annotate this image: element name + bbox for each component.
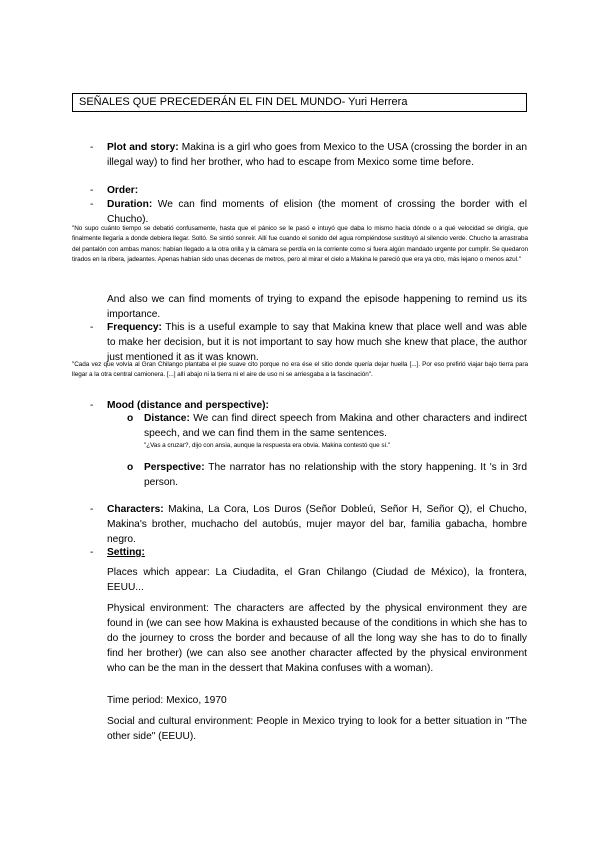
expand-paragraph: And also we can find moments of trying to expand the episode happening to remind us its importance. — [107, 294, 527, 320]
plot-label: Plot and story: — [107, 142, 179, 153]
distance-paragraph — [144, 411, 527, 441]
bullet-dash: - — [90, 199, 94, 210]
bullet-dash: - — [90, 142, 94, 153]
bullet-dash: - — [90, 400, 94, 411]
duration-paragraph — [107, 197, 527, 227]
distance-text: We can find direct speech from Makina and other characters and indirect speech, and we can find them in the same sentences. — [144, 413, 527, 439]
perspective-label: Perspective: — [144, 462, 205, 473]
mood-label: Mood (distance and perspective): — [107, 400, 269, 411]
bullet-dash: - — [90, 185, 94, 196]
bullet-dash: - — [90, 504, 94, 515]
perspective-text: The narrator has no relationship with the story happening. It 's in 3rd person. — [144, 462, 527, 488]
plot-text: Makina is a girl who goes from Mexico to the USA (crossing the border in an illegal way) to find her brother, who had to escape from Mexico some time before. — [107, 142, 527, 168]
setting-heading — [107, 545, 527, 560]
document-title: SEÑALES QUE PRECEDERÁN EL FIN DEL MUNDO- Yuri Herrera — [72, 93, 527, 112]
frequency-label: Frequency: — [107, 322, 162, 333]
setting-social: Social and cultural environment: People in Mexico trying to look for a better situation in "The other side" (EEUU). — [107, 716, 527, 742]
setting-label: Setting: — [107, 547, 145, 558]
frequency-text: This is a useful example to say that Makina knew that place well and was able to make her decision, but it is not important to say how much she knew that place, the author just mentioned it as it was known. — [107, 322, 527, 363]
characters-text: Makina, La Cora, Los Duros (Señor Dobleú, Señor H, Señor Q), el Chucho, Makina's brother, muchacho del autobús, mujer mayor del bar, familia gabacha, hombre negro. — [107, 504, 527, 545]
order-label: Order: — [107, 185, 139, 196]
duration-text: We can find moments of elision (the moment of crossing the border with el Chucho). — [107, 199, 527, 225]
quote-elision: "No supo cuánto tiempo se debatió confusamente, hasta que el pánico se le pasó e intuyó que daba lo mismo hacia dónde o a qué velocidad se dirigía, que finalmente llegaría a donde debiera llegar. Soltó. Se sintió sonreír. Allí fue cuando el sonido del agua rompiéndose sustituyó al silencio verde. Chucho la arrastraba del pantalón con ambas manos: habían llegado a la otra orilla y la cámara se perdía en la corriente como si fuera algún mandado urgente por cumplir. Se quedaron tirados en la ribera, jadeantes. Apenas habían sido unas decenas de metros, pero al mirar el cielo a Makina le pareció que era ya otro, más lejano o menos azul." — [72, 225, 528, 264]
setting-places: Places which appear: La Ciudadita, el Gran Chilango (Ciudad de México), la frontera, EEUU... — [107, 567, 527, 593]
characters-paragraph — [107, 502, 527, 547]
setting-time: Time period: Mexico, 1970 — [107, 695, 227, 706]
bullet-o: o — [127, 413, 134, 424]
perspective-paragraph — [144, 460, 527, 490]
bullet-o: o — [127, 462, 134, 473]
order-paragraph — [107, 183, 527, 198]
frequency-paragraph — [107, 320, 527, 365]
distance-label: Distance: — [144, 413, 190, 424]
bullet-dash: - — [90, 322, 94, 333]
setting-physical: Physical environment: The characters are affected by the physical environment they are found in (we can see how Makina is exhausted because of the conditions in which she has to do the journey to cross the border and because of all the long way she has to do to finally find her brother) (we can also see another character affected by the physical environment who can be the man in the dessert that Makina confuses with a woman). — [107, 603, 527, 674]
quote-frequency: "Cada vez que volvía al Gran Chilango plantaba el pie suave cito porque no era ése el sitio donde quería dejar huella [...]. Por eso prefirió viajar bajo tierra para llegar a la otra central camionera. [...] allí abajo ni la tierra ni el aire de uso ni se arriesgaba a la fascinación". — [72, 361, 528, 379]
duration-label: Duration: — [107, 199, 153, 210]
quote-distance: "¿Vas a cruzar?, dijo con ansia, aunque la respuesta era obvia. Makina contestó que sí." — [144, 442, 391, 449]
plot-paragraph — [107, 140, 527, 170]
characters-label: Characters: — [107, 504, 164, 515]
bullet-dash: - — [90, 547, 94, 558]
